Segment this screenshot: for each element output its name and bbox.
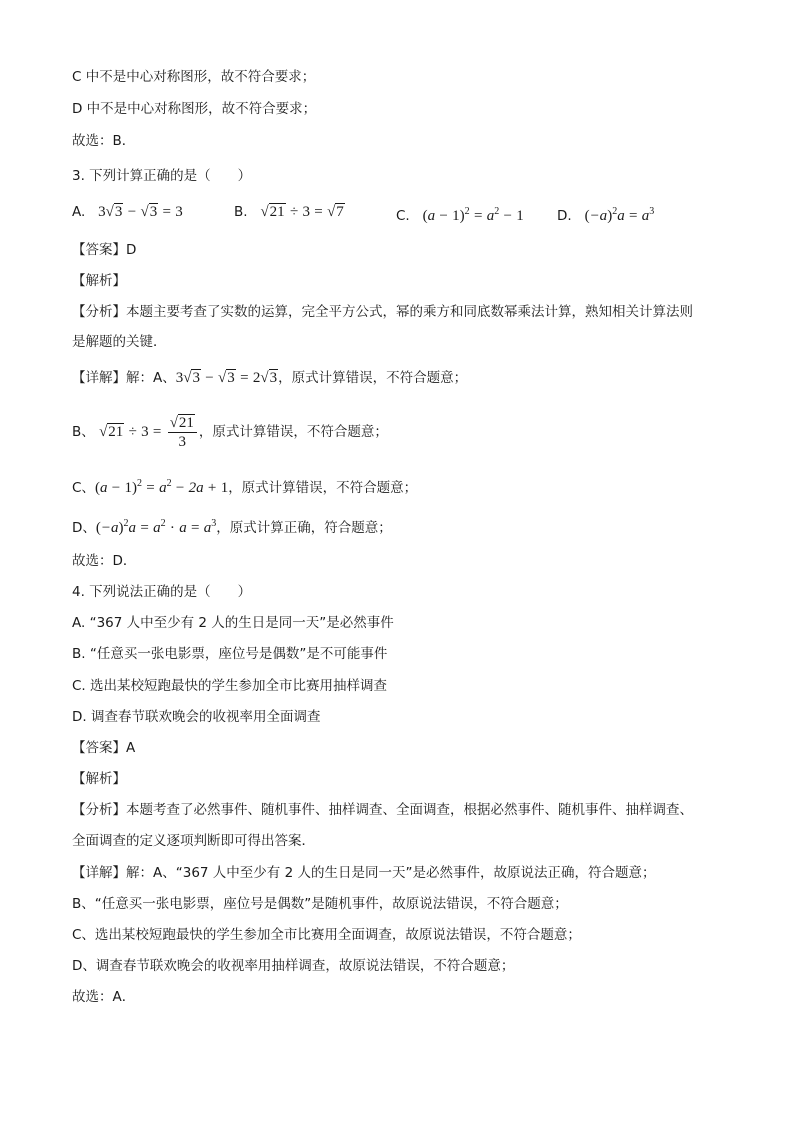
detail-c: C、选出某校短跑最快的学生参加全市比赛用全面调查，故原说法错误，不符合题意； xyxy=(72,927,581,943)
option-a: A. “367 人中至少有 2 人的生日是同一天”是必然事件 xyxy=(72,615,394,631)
option-c: C. 选出某校短跑最快的学生参加全市比赛用抽样调查 xyxy=(72,678,388,694)
option-b: B. “任意买一张电影票，座位号是偶数”是不可能事件 xyxy=(72,646,388,662)
fraction: $\frac{√21}{3}$ xyxy=(168,414,197,451)
text-line: 故选：D． xyxy=(72,553,137,569)
option-a: A. 3√3 − √3 = 3 xyxy=(72,204,183,220)
analysis-text: 全面调查的定义逐项判断即可得出答案． xyxy=(72,833,315,849)
option-d: D. $(-a)^2a = a^3$ xyxy=(557,206,655,224)
question-4-title: 4. 下列说法正确的是（ ） xyxy=(72,584,252,600)
jiexi-label: 【解析】 xyxy=(72,771,126,787)
text-line: 故选：B． xyxy=(72,133,136,149)
jiexi-label: 【解析】 xyxy=(72,273,126,289)
text-line: C 中不是中心对称图形，故不符合要求； xyxy=(72,69,316,85)
detail-c: C、$(a - 1)^2 = a^2 - 2a + 1$，原式计算错误，不符合题意； xyxy=(72,478,418,496)
detail-b: B、“任意买一张电影票，座位号是偶数”是随机事件，故原说法错误，不符合题意； xyxy=(72,896,568,912)
option-c: C. $(a - 1)^2 = a^2 - 1$ xyxy=(396,206,524,224)
text-line: 故选：A． xyxy=(72,989,136,1005)
text-line: D 中不是中心对称图形，故不符合要求； xyxy=(72,101,317,117)
analysis-text: 【分析】本题考查了必然事件、随机事件、抽样调查、全面调查，根据必然事件、随机事件、抽样调查、 xyxy=(72,802,693,818)
answer-label: 【答案】A xyxy=(72,740,136,756)
detail-d: D、调查春节联欢晚会的收视率用抽样调查，故原说法错误，不符合题意； xyxy=(72,958,515,974)
analysis-text: 【分析】本题主要考查了实数的运算，完全平方公式，幂的乘方和同底数幂乘法计算，熟知相关计算法则 xyxy=(72,304,693,320)
option-d: D. 调查春节联欢晚会的收视率用全面调查 xyxy=(72,709,321,725)
analysis-text: 是解题的关键． xyxy=(72,334,167,350)
detail-d: D、$(-a)^2a = a^2 \cdot a = a^3$，原式计算正确，符合题意； xyxy=(72,518,392,536)
detail-a: 【详解】解：A、3√3 − √3 = 2√3，原式计算错误，不符合题意； xyxy=(72,370,468,386)
question-3-options xyxy=(72,202,722,224)
answer-label: 【答案】D xyxy=(72,242,137,258)
option-b: B. √21 ÷ 3 = √7 xyxy=(234,204,344,220)
question-3-title: 3. 下列计算正确的是（ ） xyxy=(72,168,252,184)
detail-a: 【详解】解：A、“367 人中至少有 2 人的生日是同一天”是必然事件，故原说法正确，符合题意； xyxy=(72,865,656,881)
detail-b: B、 √21 ÷ 3 = $\frac{√21}{3}$ ，原式计算错误，不符合题意； xyxy=(72,414,388,450)
